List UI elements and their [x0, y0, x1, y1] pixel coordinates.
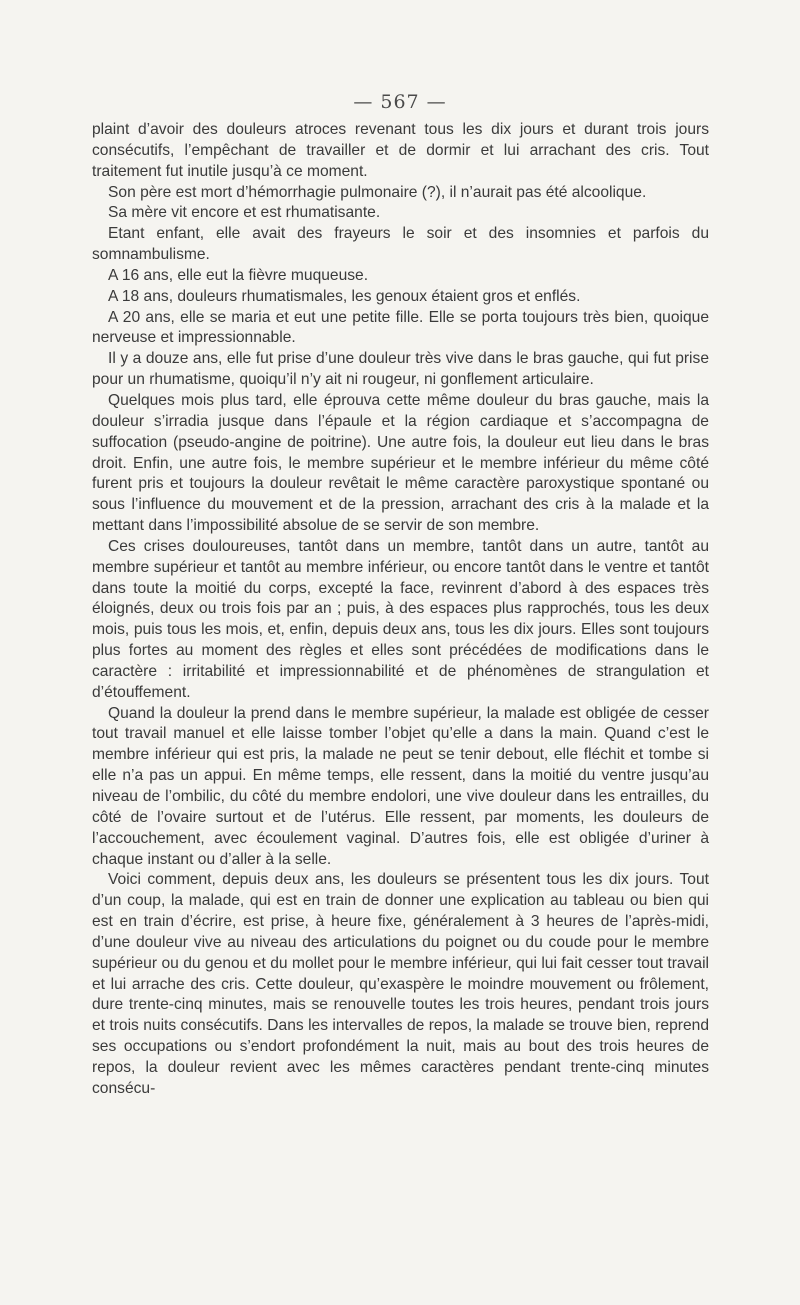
paragraph: Sa mère vit encore et est rhumatisante.: [108, 204, 381, 222]
page-number: — 567 —: [353, 91, 447, 113]
body-text: [92, 120, 709, 1100]
paragraph: Quelques mois plus tard, elle éprouva cette même douleur du bras gauche, mais la douleur s’irradia jusque dans l’épaule et la région cardiaque et s’accompagna de suffocation (pseudo-angine de poitrine). Une autre fois, la douleur eut lieu dans le bras droit. Enfin, une autre fois, le membre supérieur et le membre inférieur du même côté furent pris et toujours la douleur revêtait le même caractère paroxystique spontané ou sous l’influence du mouvement et de la pression, arrachant des cris à la malade et la mettant dans l’impossibilité absolue de se servir de son membre.: [92, 391, 709, 535]
paragraph: plaint d’avoir des douleurs atroces revenant tous les dix jours et durant trois jours consécutifs, l’empêchant de travailler et de dormir et lui arrachant des cris. Tout traitement fut inutile jusqu’à ce moment.: [92, 121, 709, 180]
paragraph: Ces crises douloureuses, tantôt dans un membre, tantôt dans un autre, tantôt au membre supérieur et tantôt au membre inférieur, ou encore tantôt dans le ventre et tantôt dans toute la moitié du corps, excepté la face, revinrent d’abord à des espaces très éloignés, deux ou trois fois par an ; puis, à des espaces plus rapprochés, tous les deux mois, puis tous les mois, et, enfin, depuis deux ans, tous les dix jours. Elles sont toujours plus fortes au moment des règles et elles sont précédées de modifications dans le caractère : irritabilité et impressionnabilité et de phénomènes de strangulation et d’étouffement.: [92, 537, 709, 701]
paragraph: Voici comment, depuis deux ans, les douleurs se présentent tous les dix jours. Tout d’un coup, la malade, qui est en train de donner une explication au tableau ou bien qui est en train d’écrire, est prise, à heure fixe, généralement à 3 heures de l’après-midi, d’une douleur vive au niveau des articulations du poignet ou du coude pour le membre supérieur ou du genou et du mollet pour le membre inférieur, qui lui fait cesser tout travail et lui arrache des cris. Cette douleur, qu’exaspère le moindre mouvement ou frôlement, dure trente-cinq minutes, mais se renouvelle toutes les trois heures, pendant trois jours et trois nuits consécutifs. Dans les intervalles de repos, la malade se trouve bien, reprend ses occupations ou s’endort profondément la nuit, mais au bout des trois heures de repos, la douleur revient avec les mêmes caractères pendant trente-cinq minutes consécu-: [92, 871, 709, 1097]
paragraph: A 16 ans, elle eut la fièvre muqueuse.: [108, 266, 369, 284]
paragraph: Il y a douze ans, elle fut prise d’une douleur très vive dans le bras gauche, qui fut prise pour un rhumatisme, quoiqu’il n’y ait ni rougeur, ni gonflement articulaire.: [92, 350, 709, 389]
paragraph: Son père est mort d’hémorrhagie pulmonaire (?), il n’aurait pas été alcoolique.: [108, 183, 647, 201]
paragraph: A 18 ans, douleurs rhumatismales, les genoux étaient gros et enflés.: [108, 287, 581, 305]
paragraph: A 20 ans, elle se maria et eut une petite fille. Elle se porta toujours très bien, quoique nerveuse et impressionnable.: [92, 308, 709, 347]
paragraph: Etant enfant, elle avait des frayeurs le soir et des insomnies et parfois du somnambulisme.: [92, 225, 709, 264]
paragraph: Quand la douleur la prend dans le membre supérieur, la malade est obligée de cesser tout travail manuel et elle laisse tomber l’objet qu’elle a dans la main. Quand c’est le membre inférieur qui est pris, la malade ne peut se tenir debout, elle fléchit et tombe si elle n’a pas un appui. En même temps, elle ressent, dans la moitié du ventre jusqu’au niveau de l’ombilic, du côté du membre endolori, une vive douleur dans les entrailles, du côté de l’ovaire surtout et de l’utérus. Elle ressent, par moments, les douleurs de l’accouchement, avec écoulement vaginal. D’autres fois, elle est obligée d’uriner à chaque instant ou d’aller à la selle.: [92, 704, 709, 868]
